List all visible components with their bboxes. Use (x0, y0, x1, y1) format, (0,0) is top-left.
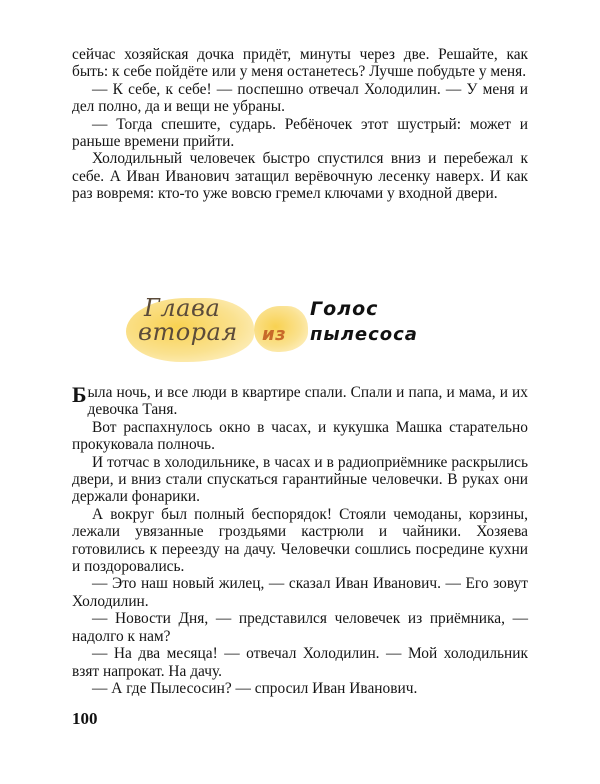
opening-paragraph-text: ыла ночь, и все люди в квартире спали. Спали и папа, и мама, и их девочка Таня. (87, 384, 528, 419)
paragraph: А вокруг был полный беспорядок! Стояли чемоданы, корзины, лежали увязанные гроздьями кастрюли и чайники. Хозяева готовились к переезду на дачу. Человечки сошлись посредине кухни и поздоровались. (72, 505, 528, 576)
chapter-label-word1: Глава (144, 294, 221, 322)
opening-paragraph (72, 384, 528, 419)
drop-cap: Б (72, 382, 87, 407)
paragraph: Вот распахнулось окно в часах, и кукушка Машка старательно прокуковала полночь. (72, 418, 528, 454)
paragraph: — Новости Дня, — представился человечек из приёмника, — надолго к нам? (72, 610, 528, 645)
paragraph: — Тогда спешите, сударь. Ребёночек этот шустрый: может и раньше времени прийти. (72, 115, 528, 151)
paragraph: — На два месяца! — отвечал Холодилин. — Мой холодильник взят напрокат. На дачу. (72, 645, 528, 680)
paragraph: — К себе, к себе! — поспешно отвечал Холодилин. — У меня и дел полно, да и вещи не убраны. (72, 80, 528, 116)
top-text-block (72, 46, 528, 203)
paragraph: — Это наш новый жилец, — сказал Иван Иванович. — Его зовут Холодилин. (72, 575, 528, 610)
chapter-heading (120, 286, 450, 366)
chapter-label-word2: вторая (138, 318, 238, 346)
chapter-title-line1: Голос (310, 298, 379, 320)
chapter-title-line2: пылесоса (310, 324, 418, 345)
chapter-text-block (72, 384, 528, 697)
page-number: 100 (72, 709, 98, 728)
paragraph: сейчас хозяйская дочка придёт, минуты через две. Решайте, как быть: к себе пойдёте или у меня останетесь? Лучше побудьте у меня. (72, 46, 528, 81)
paragraph: — А где Пылесосин? — спросил Иван Иванович. (92, 679, 418, 697)
chapter-title-preposition: из (262, 324, 287, 345)
paragraph: И тотчас в холодильнике, в часах и в радиоприёмнике раскрылись двери, и вниз стали спускаться гарантийные человечки. В руках они держали фонарики. (72, 453, 528, 506)
paragraph: Холодильный человечек быстро спустился вниз и перебежал к себе. А Иван Иванович затащил верёвочную лесенку наверх. И как раз вовремя: кто-то уже вовсю гремел ключами у входной двери. (72, 150, 528, 203)
